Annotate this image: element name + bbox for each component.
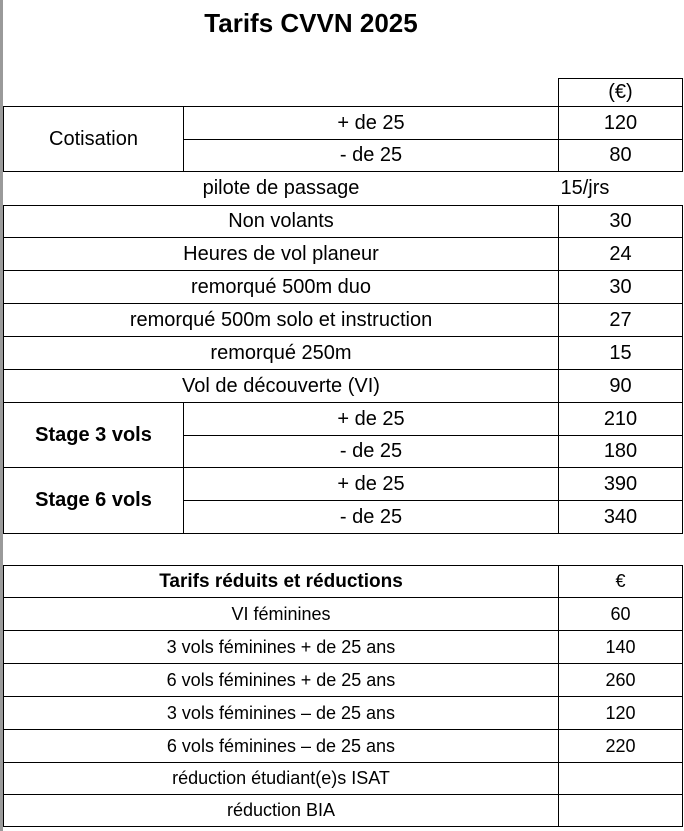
remorque-250-price: 15 xyxy=(559,337,683,370)
reduced-row-label: 6 vols féminines + de 25 ans xyxy=(4,664,559,697)
reduced-row-price xyxy=(559,763,683,795)
heures-vol-price: 24 xyxy=(559,238,683,271)
stage6-over-label: + de 25 xyxy=(184,468,559,501)
pilote-label: pilote de passage xyxy=(202,177,360,199)
reduced-row-label: 3 vols féminines + de 25 ans xyxy=(4,631,559,664)
cotisation-label: Cotisation xyxy=(4,107,184,172)
reduced-row-label: réduction étudiant(e)s ISAT xyxy=(4,763,559,795)
stage3-label: Stage 3 vols xyxy=(4,403,184,468)
cotisation-over-price: 120 xyxy=(559,107,683,140)
vi-label: Vol de découverte (VI) xyxy=(4,370,559,403)
stage6-under-price: 340 xyxy=(559,501,683,534)
remorque-solo-price: 27 xyxy=(559,304,683,337)
reduced-unit: € xyxy=(559,566,683,598)
reduced-header: Tarifs réduits et réductions xyxy=(4,566,559,598)
stage6-under-label: - de 25 xyxy=(184,501,559,534)
reduced-row-price: 140 xyxy=(559,631,683,664)
remorque-duo-label: remorqué 500m duo xyxy=(4,271,559,304)
pilote-price: 15/jrs xyxy=(560,177,610,199)
stage6-label: Stage 6 vols xyxy=(4,468,184,534)
tariff-table xyxy=(3,78,683,534)
reduced-row-price: 120 xyxy=(559,697,683,730)
stage3-over-price: 210 xyxy=(559,403,683,436)
cotisation-under-label: - de 25 xyxy=(184,140,559,172)
reduced-row-price: 60 xyxy=(559,598,683,631)
reduced-row-label: 3 vols féminines – de 25 ans xyxy=(4,697,559,730)
non-volants-price: 30 xyxy=(559,206,683,238)
reduced-tariffs-table xyxy=(3,565,683,827)
page-title: Tarifs CVVN 2025 xyxy=(204,8,418,38)
stage6-over-price: 390 xyxy=(559,468,683,501)
remorque-solo-label: remorqué 500m solo et instruction xyxy=(4,304,559,337)
remorque-duo-price: 30 xyxy=(559,271,683,304)
stage3-under-price: 180 xyxy=(559,436,683,468)
remorque-250-label: remorqué 250m xyxy=(4,337,559,370)
cotisation-over-label: + de 25 xyxy=(184,107,559,140)
vi-price: 90 xyxy=(559,370,683,403)
reduced-row-price xyxy=(559,795,683,827)
non-volants-label: Non volants xyxy=(4,206,559,238)
reduced-row-label: 6 vols féminines – de 25 ans xyxy=(4,730,559,763)
stage3-over-label: + de 25 xyxy=(184,403,559,436)
reduced-row-price: 260 xyxy=(559,664,683,697)
heures-vol-label: Heures de vol planeur xyxy=(4,238,559,271)
stage3-under-label: - de 25 xyxy=(184,436,559,468)
cotisation-under-price: 80 xyxy=(559,140,683,172)
reduced-row-label: VI féminines xyxy=(4,598,559,631)
reduced-row-label: réduction BIA xyxy=(4,795,559,827)
unit-header: (€) xyxy=(559,79,683,107)
reduced-row-price: 220 xyxy=(559,730,683,763)
